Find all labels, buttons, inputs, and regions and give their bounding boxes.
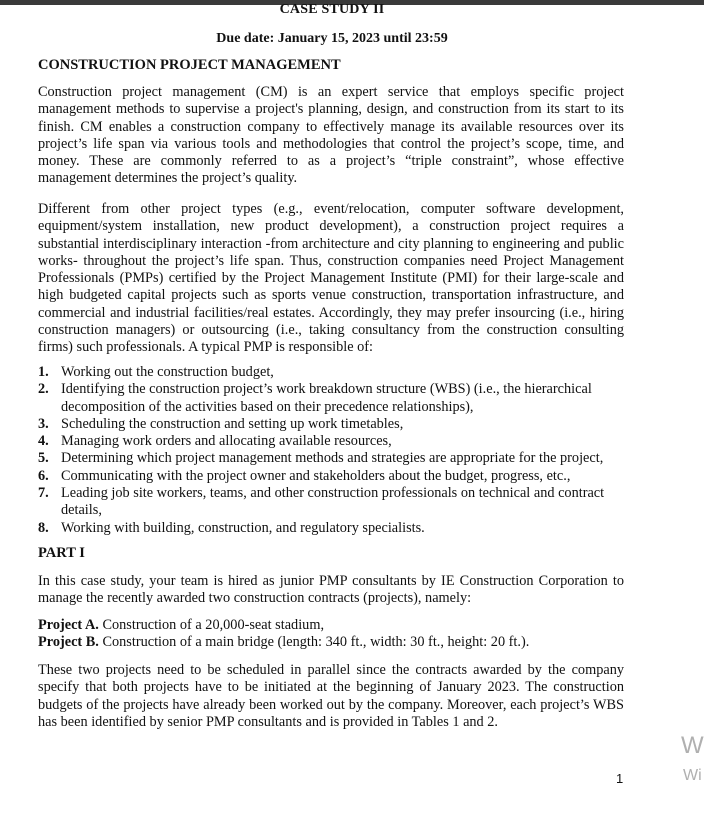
activate-watermark-line1: W — [681, 732, 704, 759]
paragraph-project-types: Different from other project types (e.g., event/relocation, computer software development, equipment/system installation, new product development), a construction project requires a substantial interdisciplinary interaction -from architecture and city planning to engineering and public works- throughout the project’s life span. Thus, construction companies need Project Management Professionals (PMPs) certified by the Project Management Institute (PMI) for their large-scale and high budgeted capital projects such as sports venue construction, transportation infrastructure, and commercial and industrial facilities/real estates. Accordingly, they may prefer insourcing (i.e., hiring construction managers) or outsourcing (i.e., taking consultancy from the construction consulting firms) such professionals. A typical PMP is responsible of: — [38, 201, 624, 356]
list-item: 2. Identifying the construction project’s work breakdown structure (WBS) (i.e., the hierarchical decomposition of the activities based on their precedence relationships), — [38, 381, 592, 415]
due-date: Due date: January 15, 2023 until 23:59 — [216, 31, 448, 46]
list-item: 7. Leading job site workers, teams, and other construction professionals on technical and contract details, — [38, 485, 605, 519]
activate-watermark-line2: Wi — [683, 767, 702, 784]
list-item: 4. Managing work orders and allocating available resources, — [38, 433, 392, 450]
list-item: 6. Communicating with the project owner and stakeholders about the budget, progress, etc., — [38, 467, 571, 484]
project-b-line — [38, 634, 626, 651]
case-study-title: CASE STUDY II — [279, 2, 385, 17]
list-item: 3. Scheduling the construction and setting up work timetables, — [38, 415, 404, 432]
project-a-text: Construction of a 20,000-seat stadium, — [98, 617, 325, 633]
list-item: 5. Determining which project management methods and strategies are appropriate for the project, — [38, 450, 604, 467]
project-a-line — [38, 617, 626, 634]
project-b-text: Construction of a main bridge (length: 340 ft., width: 30 ft., height: 20 ft.). — [98, 634, 530, 650]
section-heading: CONSTRUCTION PROJECT MANAGEMENT — [38, 57, 341, 73]
paragraph-scheduling: These two projects need to be scheduled in parallel since the contracts awarded by the company specify that both projects have to be initiated at the beginning of January 2023. The construction budgets of the projects have already been worked out by the company. Moreover, each project’s WBS has been identified by senior PMP consultants and is provided in Tables 1 and 2. — [38, 662, 624, 730]
project-b-label: Project B. — [38, 634, 99, 650]
page-number: 1 — [616, 771, 624, 786]
list-item: 8. Working with building, construction, and regulatory specialists. — [38, 519, 425, 536]
part-heading: PART I — [38, 545, 85, 561]
paragraph-case-intro: In this case study, your team is hired as junior PMP consultants by IE Construction Corporation to manage the recently awarded two construction contracts (projects), namely: — [38, 573, 624, 607]
project-a-label: Project A. — [38, 617, 99, 633]
list-item: 1. Working out the construction budget, — [38, 364, 274, 380]
paragraph-intro: Construction project management (CM) is an expert service that employs specific project management methods to supervise a project's planning, design, and construction from its start to its finish. CM enables a construction company to effectively manage its available resources over its project’s life span via various tools and methodologies that control the project’s scope, time, and money. These are commonly referred to as a project’s “triple constraint”, whose effective management determines the project’s quality. — [38, 84, 624, 187]
responsibilities-list — [38, 364, 626, 537]
